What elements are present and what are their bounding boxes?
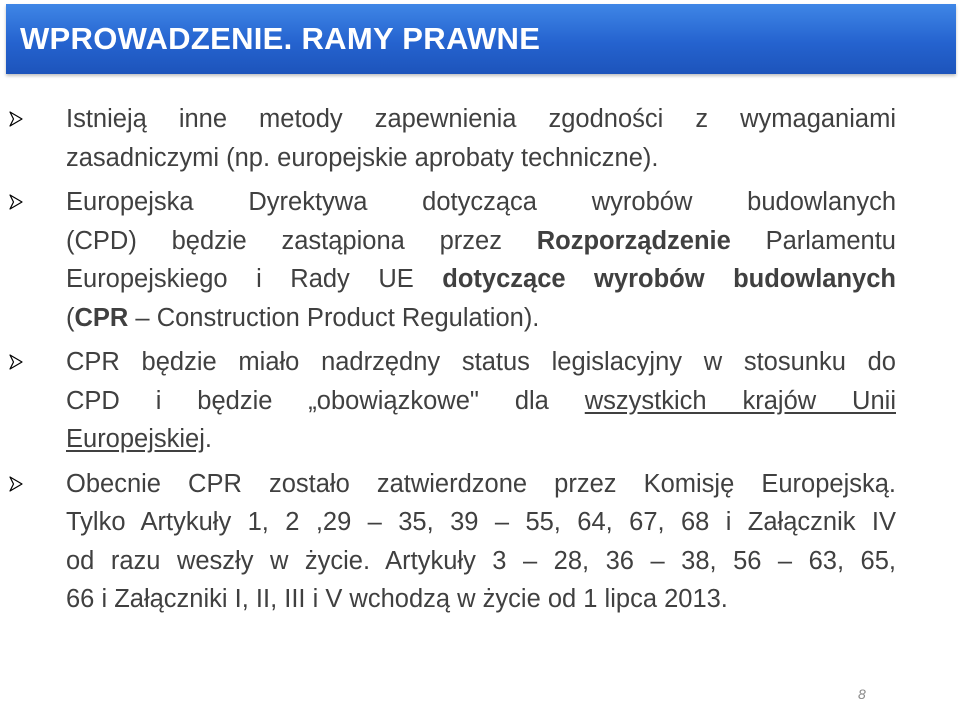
slide-title: WPROWADZENIE. RAMY PRAWNE — [20, 21, 541, 56]
bullet-line: zasadniczymi (np. europejskie aprobaty techniczne). — [66, 143, 659, 172]
bullet-line: od razu weszły w życie. Artykuły 3 – 28, 36 – 38, 56 – 63, 65, — [66, 546, 896, 575]
bullet-item — [66, 183, 896, 337]
arrow-bullet-icon — [8, 465, 28, 503]
underlined-text-run: wszystkich krajów Unii — [584, 386, 896, 415]
bullet-item — [66, 100, 896, 177]
arrow-bullet-icon — [8, 343, 28, 381]
arrow-bullet-icon — [8, 100, 28, 138]
slide-content — [66, 100, 896, 625]
bullet-line: Istnieją inne metody zapewnienia zgodności z wymaganiami — [66, 105, 896, 133]
text-run: . — [204, 425, 212, 453]
text-run: – Construction Product Regulation). — [128, 303, 540, 332]
text-run: ( — [66, 303, 75, 332]
bullet-line: Tylko Artykuły 1, 2 ,29 – 35, 39 – 55, 64, 67, 68 i Załącznik IV — [66, 508, 896, 536]
arrow-bullet-icon — [8, 183, 28, 221]
bullet-line: CPR będzie miało nadrzędny status legislacyjny w stosunku do — [66, 348, 896, 376]
bullet-line: Obecnie CPR zostało zatwierdzone przez Komisję Europejską. — [66, 469, 896, 498]
page-number: 8 — [858, 686, 866, 702]
text-run: Europejskiego i Rady UE — [66, 265, 443, 293]
title-bar — [6, 4, 956, 74]
bullet-line — [66, 382, 896, 421]
bold-text-run: Rozporządzenie — [536, 226, 731, 255]
text-run: CPD i będzie „obowiązkowe" dla — [66, 386, 585, 415]
bullet-line: 66 i Załączniki I, II, III i V wchodzą w życie od 1 lipca 2013. — [66, 585, 728, 613]
bullet-line — [66, 420, 896, 459]
bullet-item — [66, 343, 896, 459]
bold-text-run: dotyczące wyrobów budowlanych — [442, 265, 896, 293]
bullet-line — [66, 260, 896, 299]
text-run: (CPD) będzie zastąpiona przez — [66, 226, 537, 255]
bullet-line — [66, 222, 896, 261]
bullet-line — [66, 299, 896, 338]
underlined-text-run: Europejskiej — [66, 425, 205, 453]
text-run: Parlamentu — [730, 226, 896, 255]
bold-text-run: CPR — [74, 303, 129, 332]
bullet-item — [66, 465, 896, 619]
bullet-line: Europejska Dyrektywa dotycząca wyrobów budowlanych — [66, 188, 896, 216]
